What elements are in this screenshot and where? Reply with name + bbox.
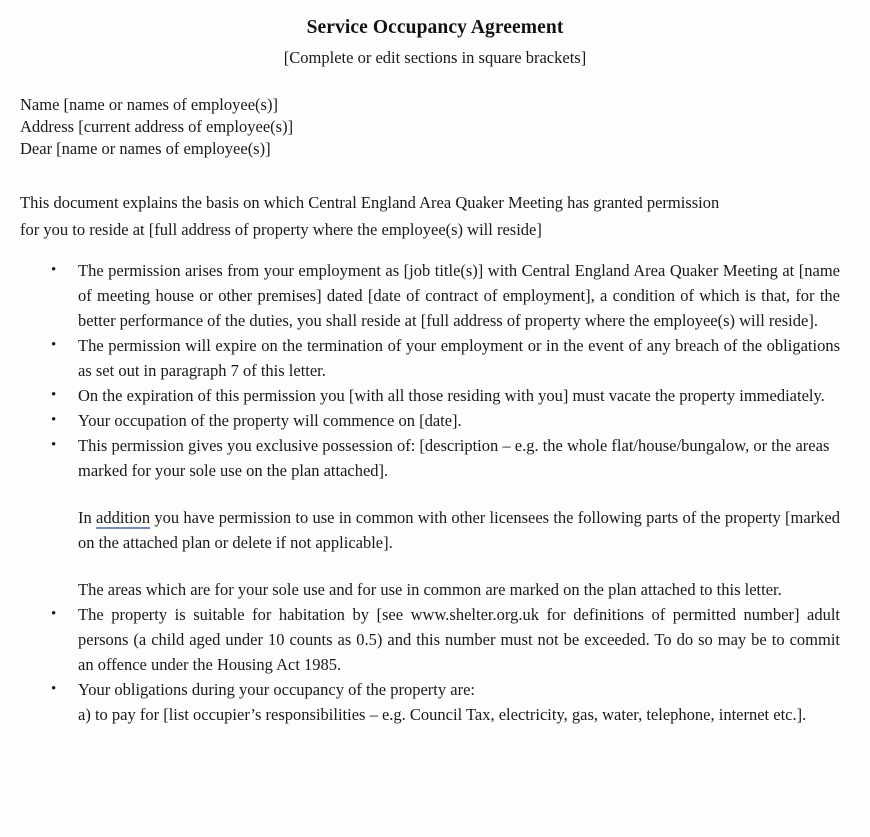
addition-paragraph bbox=[20, 505, 840, 555]
intro-paragraph bbox=[20, 189, 834, 243]
bullet-icon: • bbox=[51, 606, 57, 622]
bullet-icon: • bbox=[51, 337, 57, 353]
list-item bbox=[20, 258, 840, 333]
sub-list-item bbox=[20, 702, 840, 727]
spacer bbox=[20, 555, 840, 577]
recipient-salutation-line: Dear [name or names of employee(s)] bbox=[20, 139, 271, 158]
list-item-text: The property is suitable for habitation by [see www.shelter.org.uk for definitions of permitted number] adult persons (a child aged under 10 counts as 0.5) and this number must not be exceeded. To do so may be to commit an offence under the Housing Act 1985. bbox=[78, 605, 840, 674]
page-title: Service Occupancy Agreement bbox=[306, 17, 564, 38]
addition-text-after: you have permission to use in common with other licensees the following parts of the property [marked on the attached plan or delete if not applicable]. bbox=[78, 508, 840, 552]
bullet-icon: • bbox=[51, 387, 57, 403]
addition-text-before: In bbox=[78, 508, 96, 527]
list-item bbox=[20, 383, 840, 408]
intro-line-1: This document explains the basis on which Central England Area Quaker Meeting has granted permission bbox=[20, 193, 720, 212]
intro-line-2: for you to reside at [full address of property where the employee(s) will reside] bbox=[20, 220, 542, 239]
recipient-name-line: Name [name or names of employee(s)] bbox=[20, 95, 278, 114]
list-item bbox=[20, 602, 840, 677]
clauses-list bbox=[20, 258, 840, 727]
list-item bbox=[20, 408, 840, 433]
areas-paragraph-text: The areas which are for your sole use and for use in common are marked on the plan attached to this letter. bbox=[78, 580, 782, 599]
list-item-text: The permission arises from your employment as [job title(s)] with Central England Area Quaker Meeting at [name of meeting house or other premises] dated [date of contract of employment], a condition of which is that, for the better performance of the duties, you shall reside at [full address of property where the employee(s) will reside]. bbox=[78, 261, 840, 330]
list-item-text: This permission gives you exclusive possession of: [description – e.g. the whole flat/house/bungalow, or the areas marked for your sole use on the plan attached]. bbox=[78, 436, 830, 480]
recipient-address-line: Address [current address of employee(s)] bbox=[20, 117, 294, 136]
document-subtitle: [Complete or edit sections in square brackets] bbox=[283, 48, 587, 68]
areas-paragraph bbox=[20, 577, 840, 602]
list-item-text: On the expiration of this permission you [with all those residing with you] must vacate the property immediately. bbox=[78, 386, 825, 405]
list-item bbox=[20, 333, 840, 383]
spacer bbox=[20, 483, 840, 505]
recipient-block bbox=[20, 94, 840, 160]
bullet-icon: • bbox=[51, 437, 57, 453]
list-item bbox=[20, 433, 840, 483]
list-item bbox=[20, 677, 840, 702]
bullet-icon: • bbox=[51, 681, 57, 697]
list-item-text: The permission will expire on the termination of your employment or in the event of any breach of the obligations as set out in paragraph 7 of this letter. bbox=[78, 336, 840, 380]
sub-list-item-text: a) to pay for [list occupier’s responsibilities – e.g. Council Tax, electricity, gas, water, telephone, internet etc.]. bbox=[78, 705, 807, 724]
spellcheck-flagged-word[interactable]: addition bbox=[96, 508, 151, 527]
bullet-icon: • bbox=[51, 262, 57, 278]
list-item-text: Your obligations during your occupancy of the property are: bbox=[78, 680, 475, 699]
list-item-text: Your occupation of the property will commence on [date]. bbox=[78, 411, 462, 430]
bullet-icon: • bbox=[51, 412, 57, 428]
